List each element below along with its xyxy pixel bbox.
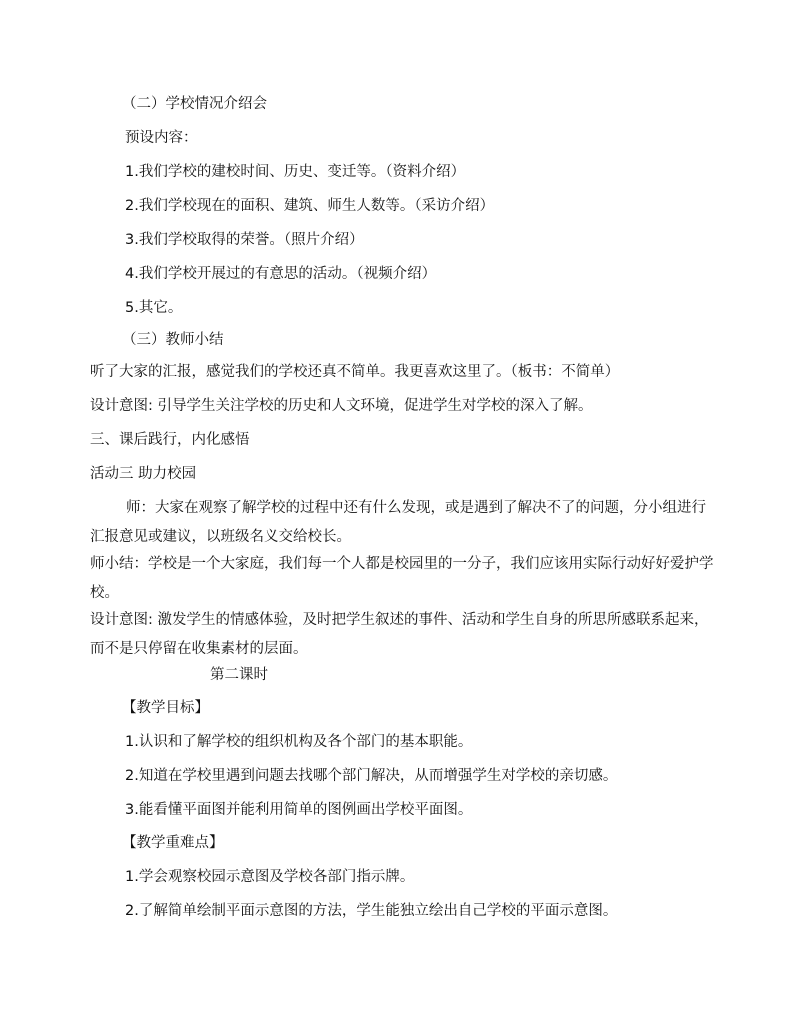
- activity-three-title: 活动三 助力校园: [90, 466, 197, 482]
- teacher-summary-text: 听了大家的汇报，感觉我们的学校还真不简单。我更喜欢这里了。（板书：不简单）: [90, 364, 620, 380]
- goal-item-3: 3.能看懂平面图并能利用简单的图例画出学校平面图。: [125, 802, 473, 818]
- preset-item-1: 1.我们学校的建校时间、历史、变迁等。（资料介绍）: [125, 164, 466, 180]
- key-point-2: 2.了解简单绘制平面示意图的方法，学生能独立绘出自己学校的平面示意图。: [125, 903, 618, 919]
- teaching-goals-heading: 【教学目标】: [122, 700, 209, 716]
- goal-item-1: 1.认识和了解学校的组织机构及各个部门的基本职能。: [125, 734, 473, 750]
- preset-item-3: 3.我们学校取得的荣誉。（照片介绍）: [125, 232, 364, 248]
- section-heading-3: （三）教师小结: [122, 332, 224, 348]
- preset-item-5: 5.其它。: [125, 300, 183, 316]
- teacher-summary-paragraph: 师小结：学校是一个大家庭，我们每一个人都是校园里的一分子，我们应该用实际行动好好爱护学校。: [90, 556, 714, 601]
- goal-item-2: 2.知道在学校里遇到问题去找哪个部门解决，从而增强学生对学校的亲切感。: [125, 768, 618, 784]
- design-intent-1: 设计意图: 引导学生关注学校的历史和人文环境，促进学生对学校的深入了解。: [90, 398, 593, 414]
- preset-item-2: 2.我们学校现在的面积、建筑、师生人数等。（采访介绍）: [125, 198, 495, 214]
- part-three-heading: 三、课后践行，内化感悟: [90, 432, 250, 448]
- preset-label: 预设内容：: [125, 130, 198, 146]
- lesson-two-title: 第二课时: [210, 667, 268, 683]
- design-intent-2: 设计意图: 激发学生的情感体验，及时把学生叙述的事件、活动和学生自身的所思所感联系起来，而不是只停留在收集素材的层面。: [90, 612, 709, 657]
- key-point-1: 1.学会观察校园示意图及学校各部门指示牌。: [125, 869, 415, 885]
- teacher-paragraph: 师：大家在观察了解学校的过程中还有什么发现，或是遇到了解决不了的问题，分小组进行汇报意见或建议，以班级名义交给校长。: [90, 500, 706, 545]
- section-heading-2: （二）学校情况介绍会: [122, 96, 267, 112]
- preset-item-4: 4.我们学校开展过的有意思的活动。（视频介绍）: [125, 266, 437, 282]
- key-points-heading: 【教学重难点】: [122, 835, 224, 851]
